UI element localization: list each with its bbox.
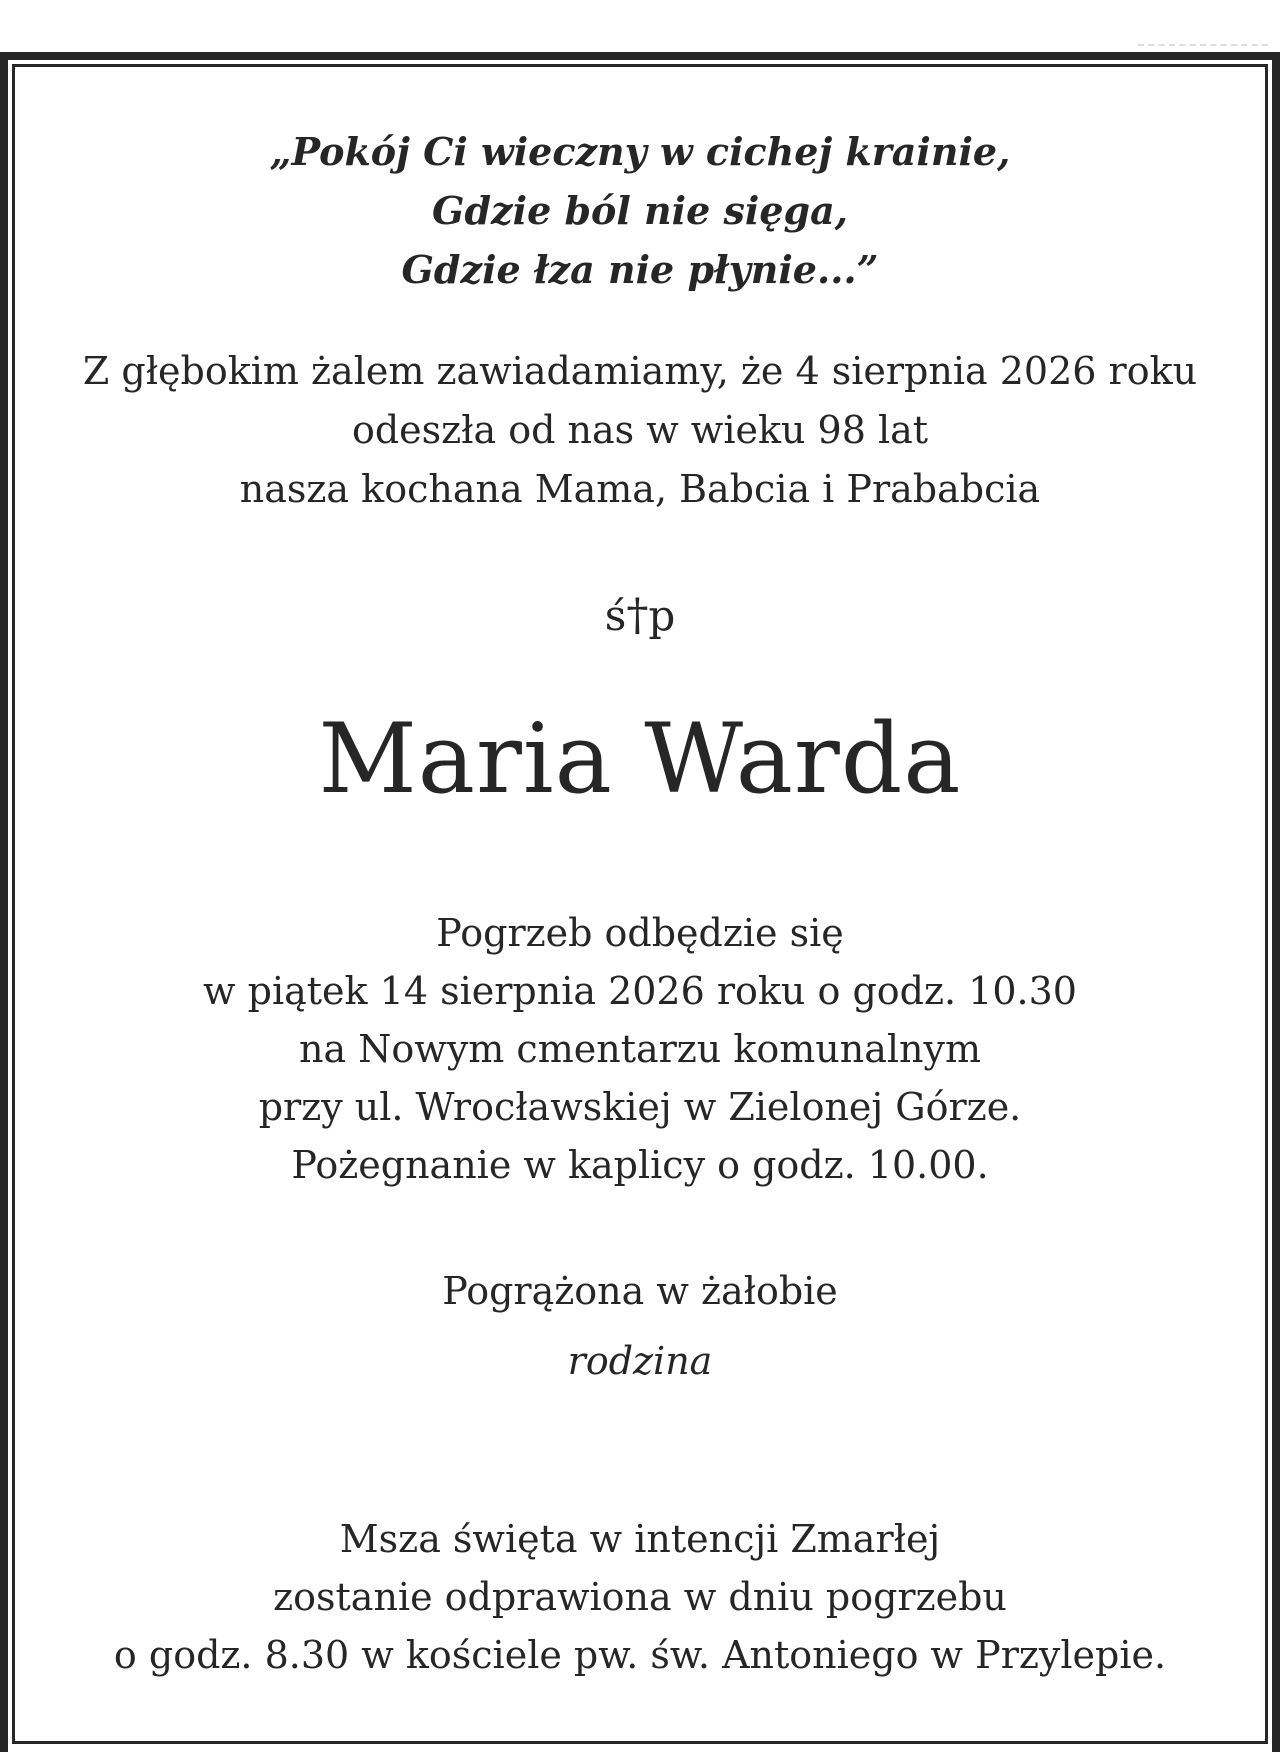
quote-line: Gdzie łza nie płynie...” — [401, 247, 879, 292]
announcement-line: nasza kochana Mama, Babcia i Prababcia — [239, 467, 1041, 511]
stp-abbreviation — [12, 586, 1268, 646]
stp-prefix: ś — [604, 591, 627, 640]
mass-line: zostanie odprawiona w dniu pogrzebu — [273, 1575, 1007, 1619]
family-signature: rodzina — [567, 1339, 713, 1383]
cross-icon: † — [626, 590, 649, 641]
funeral-line: Pogrzeb odbędzie się — [436, 911, 844, 955]
mass-details — [12, 1510, 1268, 1684]
mourning-text: Pogrążona w żałobie — [442, 1269, 838, 1313]
mourning-signature — [12, 1256, 1268, 1396]
mass-line: Msza święta w intencji Zmarłej — [339, 1517, 941, 1561]
quote-line: „Pokój Ci wieczny w cichej krainie, — [269, 129, 1011, 174]
quote-line: Gdzie ból nie sięga, — [432, 188, 848, 233]
funeral-line: przy ul. Wrocławskiej w Zielonej Górze. — [258, 1085, 1022, 1129]
funeral-line: w piątek 14 sierpnia 2026 roku o godz. 10.30 — [203, 969, 1077, 1013]
funeral-details — [12, 904, 1268, 1194]
mass-line: o godz. 8.30 w kościele pw. św. Antoniego w Przylepie. — [113, 1633, 1167, 1677]
announcement-line: odeszła od nas w wieku 98 lat — [351, 408, 929, 452]
memorial-quote — [12, 122, 1268, 299]
deceased-name: Maria Warda — [318, 703, 962, 815]
corner-crop-mark — [1138, 44, 1268, 46]
death-announcement — [12, 342, 1268, 519]
stp-suffix: p — [648, 591, 676, 640]
funeral-line: na Nowym cmentarzu komunalnym — [298, 1027, 982, 1071]
funeral-line: Pożegnanie w kaplicy o godz. 10.00. — [291, 1143, 989, 1187]
announcement-line: Z głębokim żalem zawiadamiamy, że 4 sierpnia 2026 roku — [82, 349, 1198, 393]
